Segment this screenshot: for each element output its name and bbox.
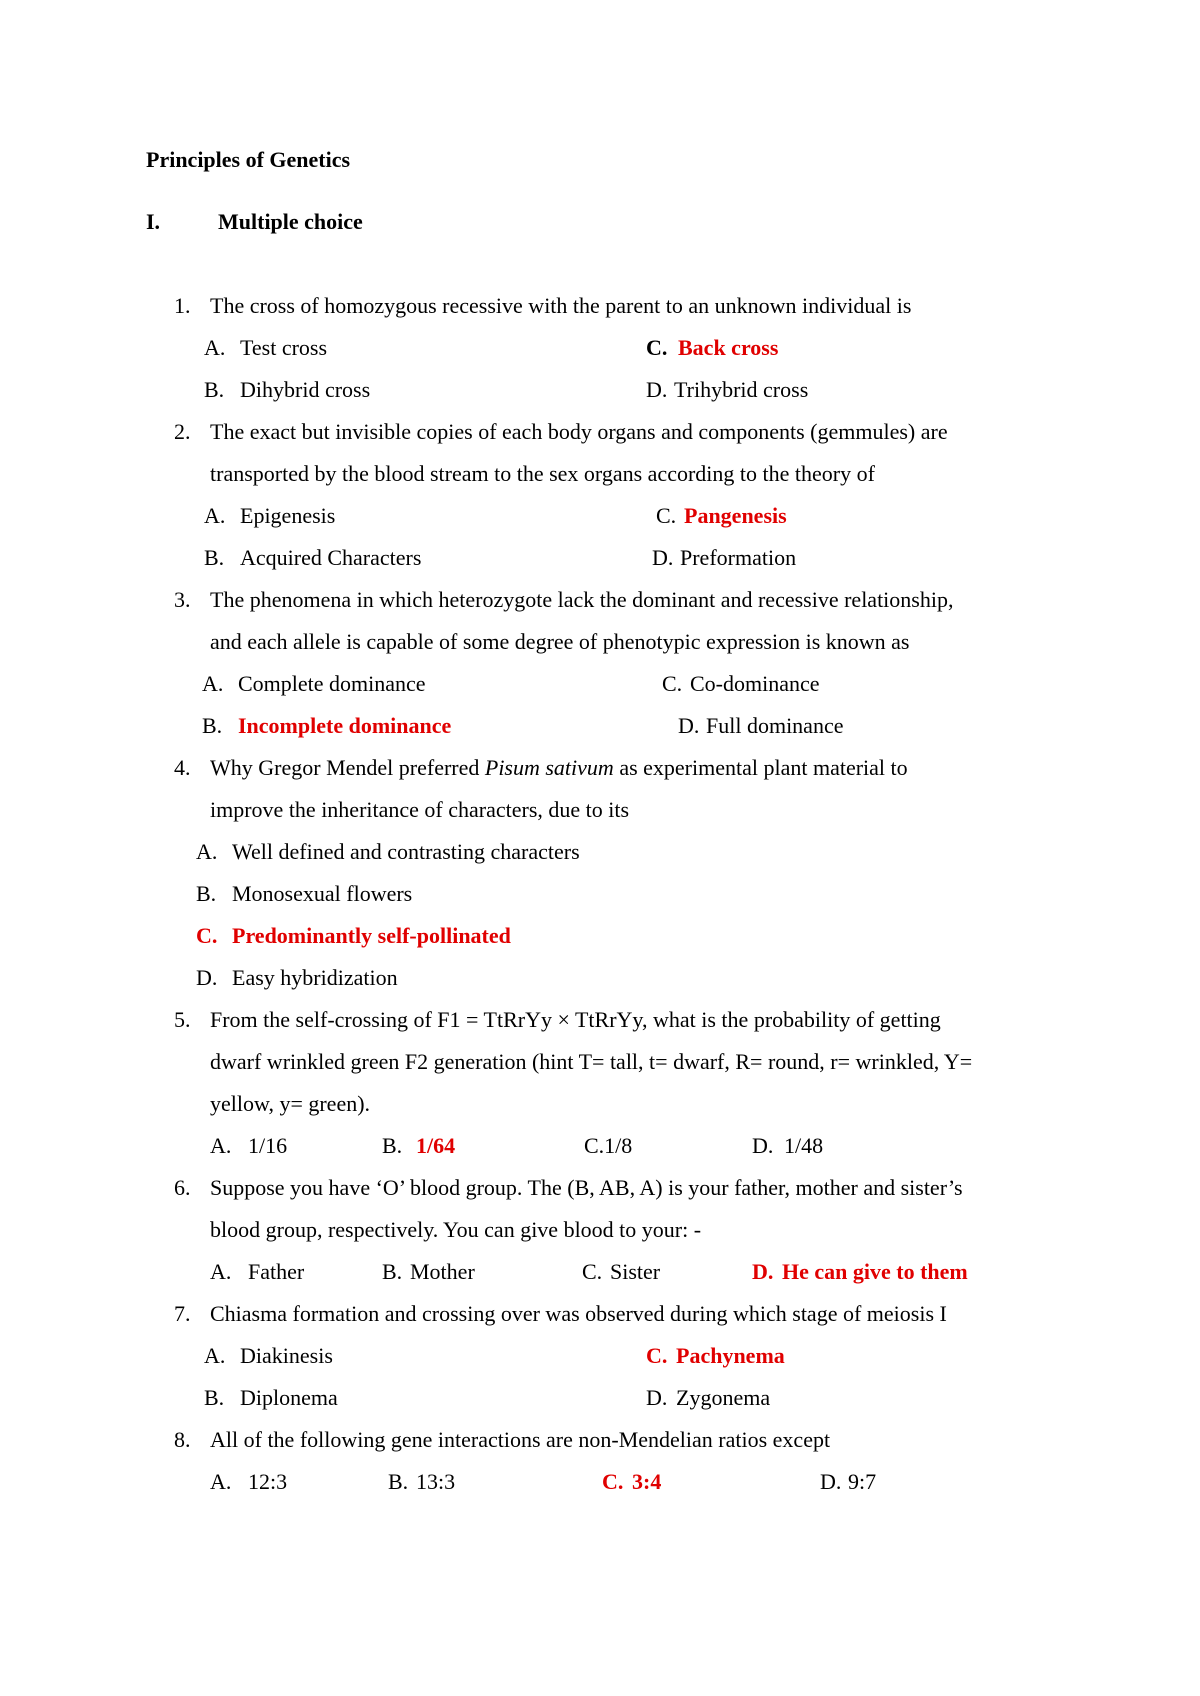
option-letter: D. — [752, 1259, 774, 1284]
option-text: Diakinesis — [240, 1343, 333, 1368]
option-text: Mother — [410, 1259, 475, 1284]
question-number: 4. — [174, 755, 191, 780]
option-text: 13:3 — [416, 1469, 456, 1494]
option-letter: C. — [646, 335, 668, 360]
option-letter: C. — [582, 1259, 603, 1284]
option-text: Dihybrid cross — [240, 377, 371, 402]
correct-answer: Pachynema — [676, 1343, 785, 1368]
option-text: Monosexual flowers — [232, 881, 413, 906]
question-text-part: as experimental plant material to — [613, 755, 908, 780]
question-number: 8. — [174, 1427, 191, 1452]
question-text: yellow, y= green). — [210, 1091, 371, 1116]
option-letter: D. — [646, 1385, 668, 1410]
question-text-part: Why Gregor Mendel preferred — [210, 755, 485, 780]
option-text: Full dominance — [706, 713, 844, 738]
question-text: blood group, respectively. You can give blood to your: - — [210, 1217, 702, 1242]
option-text: Well defined and contrasting characters — [232, 839, 580, 864]
question-text — [210, 754, 908, 782]
option-text: Test cross — [240, 335, 328, 360]
question-number: 2. — [174, 419, 191, 444]
question-number: 6. — [174, 1175, 191, 1200]
option-text: Father — [248, 1259, 305, 1284]
option-text: C.1/8 — [584, 1133, 633, 1158]
question-text: The cross of homozygous recessive with the parent to an unknown individual is — [210, 293, 912, 318]
option-letter: C. — [662, 671, 683, 696]
option-letter: B. — [204, 1385, 225, 1410]
question-text: Chiasma formation and crossing over was observed during which stage of meiosis I — [210, 1301, 947, 1326]
option-text: Trihybrid cross — [674, 377, 809, 402]
correct-answer: Pangenesis — [684, 503, 787, 528]
option-text: 9:7 — [848, 1469, 877, 1494]
question-text: dwarf wrinkled green F2 generation (hint T= tall, t= dwarf, R= round, r= wrinkled, Y= — [210, 1049, 973, 1074]
option-letter: D. — [646, 377, 668, 402]
option-text: Diplonema — [240, 1385, 338, 1410]
option-letter: A. — [204, 503, 226, 528]
question-text: transported by the blood stream to the sex organs according to the theory of — [210, 461, 875, 486]
option-letter: D. — [820, 1469, 842, 1494]
correct-answer: He can give to them — [782, 1259, 968, 1284]
option-letter: A. — [196, 839, 218, 864]
question-text: and each allele is capable of some degree of phenotypic expression is known as — [210, 629, 910, 654]
option-letter: B. — [202, 713, 223, 738]
option-text: Easy hybridization — [232, 965, 398, 990]
correct-answer: 1/64 — [416, 1133, 456, 1158]
section-numeral: I. — [146, 209, 161, 234]
option-letter: B. — [388, 1469, 409, 1494]
question-text: Suppose you have ‘O’ blood group. The (B, AB, A) is your father, mother and sister’s — [210, 1175, 963, 1200]
option-text: Co-dominance — [690, 671, 820, 696]
option-letter: A. — [210, 1133, 232, 1158]
question-number: 7. — [174, 1301, 191, 1326]
option-text: Sister — [610, 1259, 661, 1284]
option-letter: D. — [196, 965, 218, 990]
option-letter: C. — [646, 1343, 668, 1368]
option-letter: B. — [204, 377, 225, 402]
option-letter: D. — [652, 545, 674, 570]
correct-answer: Predominantly self-pollinated — [232, 923, 511, 948]
option-letter: A. — [204, 1343, 226, 1368]
option-letter: B. — [196, 881, 217, 906]
option-text: Preformation — [680, 545, 797, 570]
question-text: The exact but invisible copies of each body organs and components (gemmules) are — [210, 419, 948, 444]
option-text: Zygonema — [676, 1385, 771, 1410]
option-letter: C. — [602, 1469, 624, 1494]
option-letter: B. — [382, 1133, 403, 1158]
option-text: 12:3 — [248, 1469, 288, 1494]
option-letter: A. — [202, 671, 224, 696]
correct-answer: Incomplete dominance — [238, 713, 452, 738]
page-title: Principles of Genetics — [146, 147, 351, 172]
question-text: improve the inheritance of characters, due to its — [210, 797, 630, 822]
question-text: From the self-crossing of F1 = TtRrYy × TtRrYy, what is the probability of getting — [210, 1007, 941, 1032]
question-number: 3. — [174, 587, 191, 612]
option-text: Acquired Characters — [240, 545, 422, 570]
question-text: All of the following gene interactions are non-Mendelian ratios except — [210, 1427, 831, 1452]
option-letter: D. — [752, 1133, 774, 1158]
option-text: 1/48 — [784, 1133, 824, 1158]
option-letter: B. — [204, 545, 225, 570]
option-letter: A. — [204, 335, 226, 360]
option-letter: B. — [382, 1259, 403, 1284]
option-letter: C. — [656, 503, 677, 528]
question-number: 1. — [174, 293, 191, 318]
section-title: Multiple choice — [218, 209, 363, 234]
option-text: 1/16 — [248, 1133, 288, 1158]
question-number: 5. — [174, 1007, 191, 1032]
option-text: Epigenesis — [240, 503, 336, 528]
option-letter: A. — [210, 1259, 232, 1284]
option-text: Complete dominance — [238, 671, 426, 696]
option-letter: C. — [196, 923, 218, 948]
species-name: Pisum sativum — [484, 755, 614, 780]
question-text: The phenomena in which heterozygote lack the dominant and recessive relationship, — [210, 587, 954, 612]
option-letter: D. — [678, 713, 700, 738]
correct-answer: 3:4 — [632, 1469, 662, 1494]
option-letter: A. — [210, 1469, 232, 1494]
correct-answer: Back cross — [678, 335, 779, 360]
